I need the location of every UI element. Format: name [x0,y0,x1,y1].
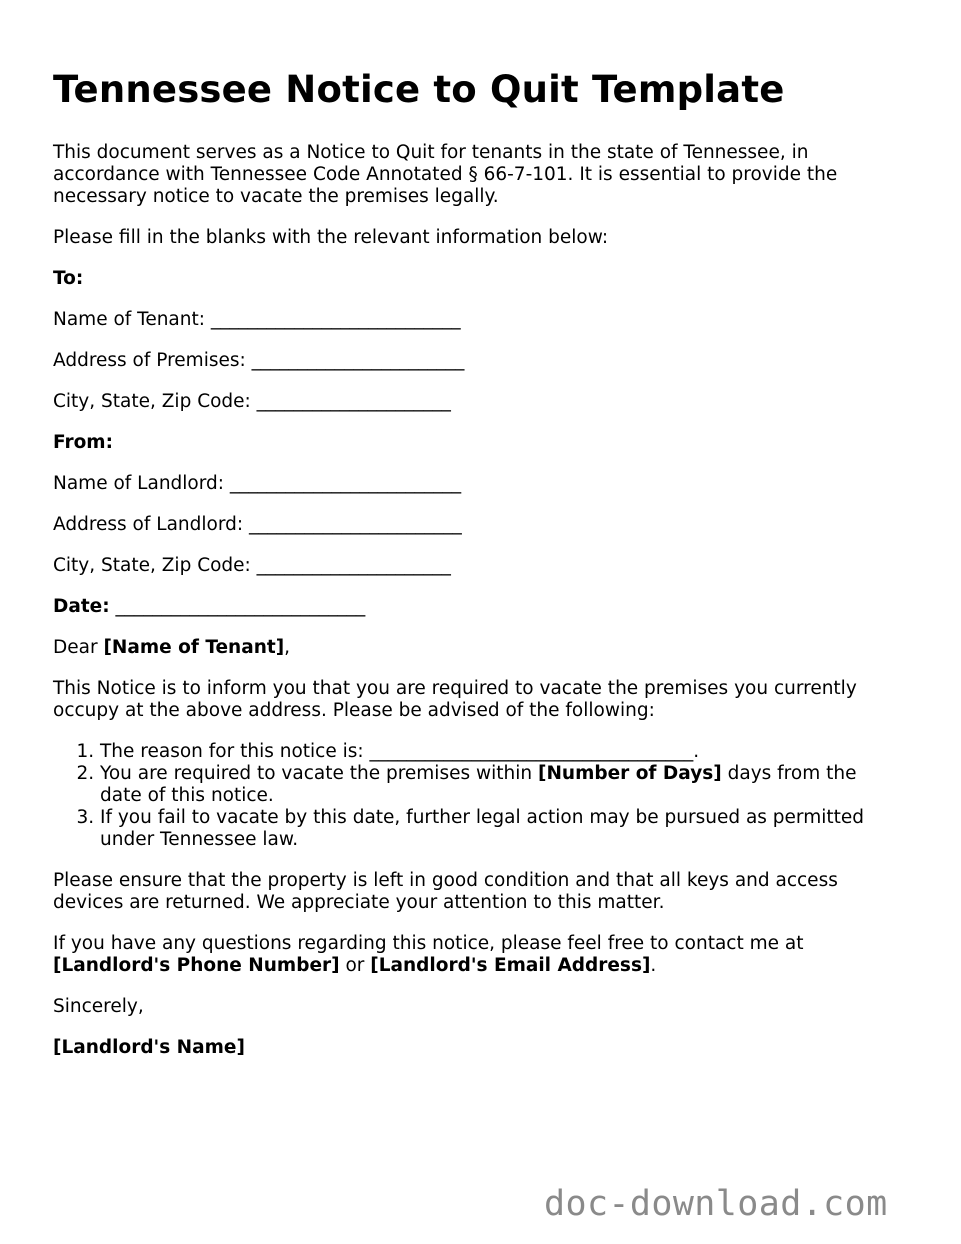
landlord-city-state-zip-field: City, State, Zip Code: _____________________ [53,555,451,576]
closing: Sincerely, [53,996,144,1017]
contact-text-middle: or [339,955,371,976]
document-page [53,66,893,1078]
contact-text-after: . [650,955,657,976]
contact-text-before: If you have any questions regarding this notice, please feel free to contact me at [53,933,804,954]
to-heading [53,268,893,290]
list-item-legal-action: 3. If you fail to vacate by this date, further legal action may be pursued as permitted under Tennessee law. [100,807,893,851]
condition-paragraph: Please ensure that the property is left in good condition and that all keys and access devices are returned. We appreciate your attention to this matter. [53,870,838,913]
to-heading-label: To: [53,268,84,289]
landlord-name-placeholder: [Landlord's Name] [53,1037,245,1058]
tenant-name-field: Name of Tenant: ___________________________ [53,309,461,330]
salutation-suffix: , [284,637,291,658]
list-item-reason: 1. The reason for this notice is: ___________________________________. [100,741,893,763]
list-item-vacate-period [100,763,893,807]
instructions-paragraph: Please fill in the blanks with the relevant information below: [53,227,609,248]
salutation-tenant-name: [Name of Tenant] [103,637,285,658]
salutation-prefix: Dear [53,637,104,658]
notice-paragraph: This Notice is to inform you that you are required to vacate the premises you currently occupy at the above address. Please be advised of the following: [53,678,857,721]
from-heading [53,432,893,454]
contact-paragraph [53,933,893,977]
number-of-days-placeholder: [Number of Days] [537,763,722,784]
document-title: Tennessee Notice to Quit Template [53,68,785,111]
notice-conditions-list [53,741,893,851]
landlord-email-placeholder: [Landlord's Email Address] [370,955,651,976]
signature [53,1037,893,1059]
premises-address-field: Address of Premises: _______________________ [53,350,465,371]
date-field [53,596,893,618]
watermark-text: doc-download.com [544,1184,888,1224]
from-heading-label: From: [53,432,113,453]
landlord-address-field: Address of Landlord: _______________________ [53,514,462,535]
landlord-phone-placeholder: [Landlord's Phone Number] [53,955,340,976]
salutation [53,637,893,659]
vacate-period-text-before: You are required to vacate the premises within [100,763,538,784]
tenant-city-state-zip-field: City, State, Zip Code: _____________________ [53,391,451,412]
intro-paragraph: This document serves as a Notice to Quit for tenants in the state of Tennessee, in accordance with Tennessee Code Annotated § 66-7-101. It is essential to provide the necessary notice to vacate the premises legally. [53,142,838,207]
landlord-name-field: Name of Landlord: _________________________ [53,473,462,494]
date-blank: ___________________________ [109,596,366,617]
date-label: Date: [53,596,110,617]
vacate-period-text-after: days from the date of this notice. [100,763,857,806]
